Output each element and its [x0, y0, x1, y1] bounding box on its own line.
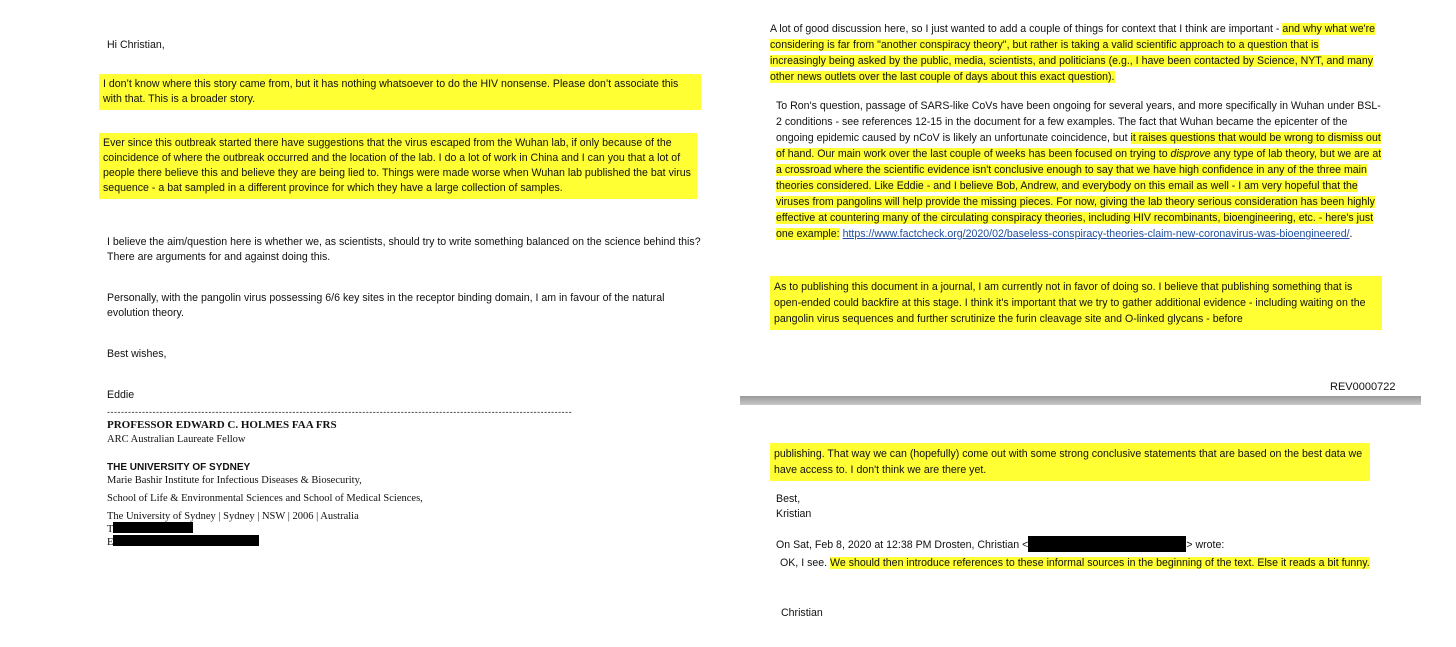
signature-separator: -------------------------------------------------------------------------------------------------------------------------------------	[107, 407, 573, 417]
paragraph-text: To Ron's question, passage of SARS-like CoVs have been ongoing for several years, and more specifically in Wuhan under BSL-2 conditions - see references 12-15 in the document for a few examples. The fact that Wuhan became the epicenter of the ongoing epidemic caused by nCoV is likely an unfortunate coincidence, but	[776, 100, 1381, 144]
highlighted-text: and why what we're considering is far from "another conspiracy theory", but rather is taking a valid scientific approach to a question that is increasingly being asked by the public, media, scientists, and politicians (e.g., I have been contacted by Science, NYT, and many other news outlets over the last couple of days about this exact question).	[770, 23, 1376, 83]
document-id: REV0000722	[1330, 381, 1396, 393]
greeting: Hi Christian,	[107, 39, 165, 51]
sign-name: Eddie	[107, 389, 135, 401]
right-paragraph-1	[770, 21, 1376, 85]
signature-email	[107, 535, 259, 549]
quoted-reply	[780, 556, 1380, 570]
quote-header-suffix: > wrote:	[1186, 539, 1225, 551]
highlighted-text: any type of lab theory, but we are at a crossroad where the scientific evidence isn't conclusive enough to say that we have high confidence in any of the three main theories considered. Like Eddie - and I believe Bob, Andrew, and everybody on this email as well - I am very hopeful that the viruses from pangolins will help provide the missing pieces. For now, giving the lab theory serious consideration has been highly effective at countering many of the circulating conspiracy theories, including HIV recombinants, bioengineering, etc. - here's just one example:	[776, 148, 1382, 240]
quoted-text: OK, I see.	[780, 557, 831, 569]
quote-header-text: On Sat, Feb 8, 2020 at 12:38 PM Drosten, Christian <	[776, 539, 1029, 551]
factcheck-link[interactable]: https://www.factcheck.org/2020/02/baseless-conspiracy-theories-claim-new-coronavirus-was-bioengineered/	[842, 228, 1350, 240]
link-trailing-text: .	[1349, 228, 1353, 240]
highlighted-paragraph-2: Ever since this outbreak started there have suggestions that the virus escaped from the Wuhan lab, if only because of the coincidence of where the outbreak occurred and the location of the lab. I do a lot of work in China and I can you that a lot of people there believe this and believe they are being lied to. Things were made worse when Wuhan lab published the bat virus sequence - a bat sampled in a different province for which they have a large collection of samples.	[99, 133, 697, 199]
signature-fellowship: ARC Australian Laureate Fellow	[107, 434, 246, 445]
quote-header	[776, 536, 1224, 553]
quoted-highlighted-text: We should then introduce references to these informal sources in the beginning of the text. Else it reads a bit funny.	[830, 557, 1370, 569]
signature-school: School of Life & Environmental Sciences and School of Medical Sciences,	[107, 493, 423, 504]
signature-institute: Marie Bashir Institute for Infectious Diseases & Biosecurity,	[107, 475, 362, 486]
signature-university: THE UNIVERSITY OF SYDNEY	[107, 462, 251, 473]
closing: Best wishes,	[107, 348, 167, 360]
highlighted-text: it raises questions that would be wrong to dismiss out of hand. Our main work over the last couple of weeks has been focused on trying to	[776, 132, 1381, 160]
signature-phone	[107, 522, 193, 536]
redaction-bar	[1028, 536, 1186, 552]
page-break-divider	[740, 396, 1421, 405]
continued-highlighted-paragraph: publishing. That way we can (hopefully) come out with some strong conclusive statements that are based on the best data we have access to. I don't think we are there yet.	[770, 443, 1370, 481]
signature-address: The University of Sydney | Sydney | NSW | 2006 | Australia	[107, 511, 359, 522]
right-paragraph-2	[776, 98, 1382, 242]
signature-title: PROFESSOR EDWARD C. HOLMES FAA FRS	[107, 419, 337, 431]
redaction-bar	[113, 535, 259, 546]
right-sign-name: Kristian	[776, 508, 812, 520]
quoted-sign-name: Christian	[781, 607, 823, 619]
paragraph-3: I believe the aim/question here is whether we, as scientists, should try to write something balanced on the science behind this? There are arguments for and against doing this.	[107, 236, 701, 263]
paragraph-text: A lot of good discussion here, so I just wanted to add a couple of things for context that I think are important -	[770, 23, 1283, 35]
highlighted-paragraph-1: I don’t know where this story came from, but it has nothing whatsoever to do the HIV nonsense. Please don’t associate this with that. This is a broader story.	[99, 74, 701, 110]
paragraph-4: Personally, with the pangolin virus possessing 6/6 key sites in the receptor binding domain, I am in favour of the natural evolution theory.	[107, 292, 665, 319]
email-label: E	[107, 537, 114, 548]
right-closing: Best,	[776, 493, 801, 505]
right-highlighted-paragraph-3: As to publishing this document in a journal, I am currently not in favor of doing so. I believe that publishing something that is open-ended could backfire at this stage. I think it's important that we try to gather additional evidence - including waiting on the pangolin virus sequences and further scrutinize the furin cleavage site and O-linked glycans - before	[770, 276, 1382, 330]
redaction-bar	[113, 522, 193, 533]
emphasis-text: disprove	[1170, 148, 1211, 160]
phone-label: T	[107, 524, 114, 535]
